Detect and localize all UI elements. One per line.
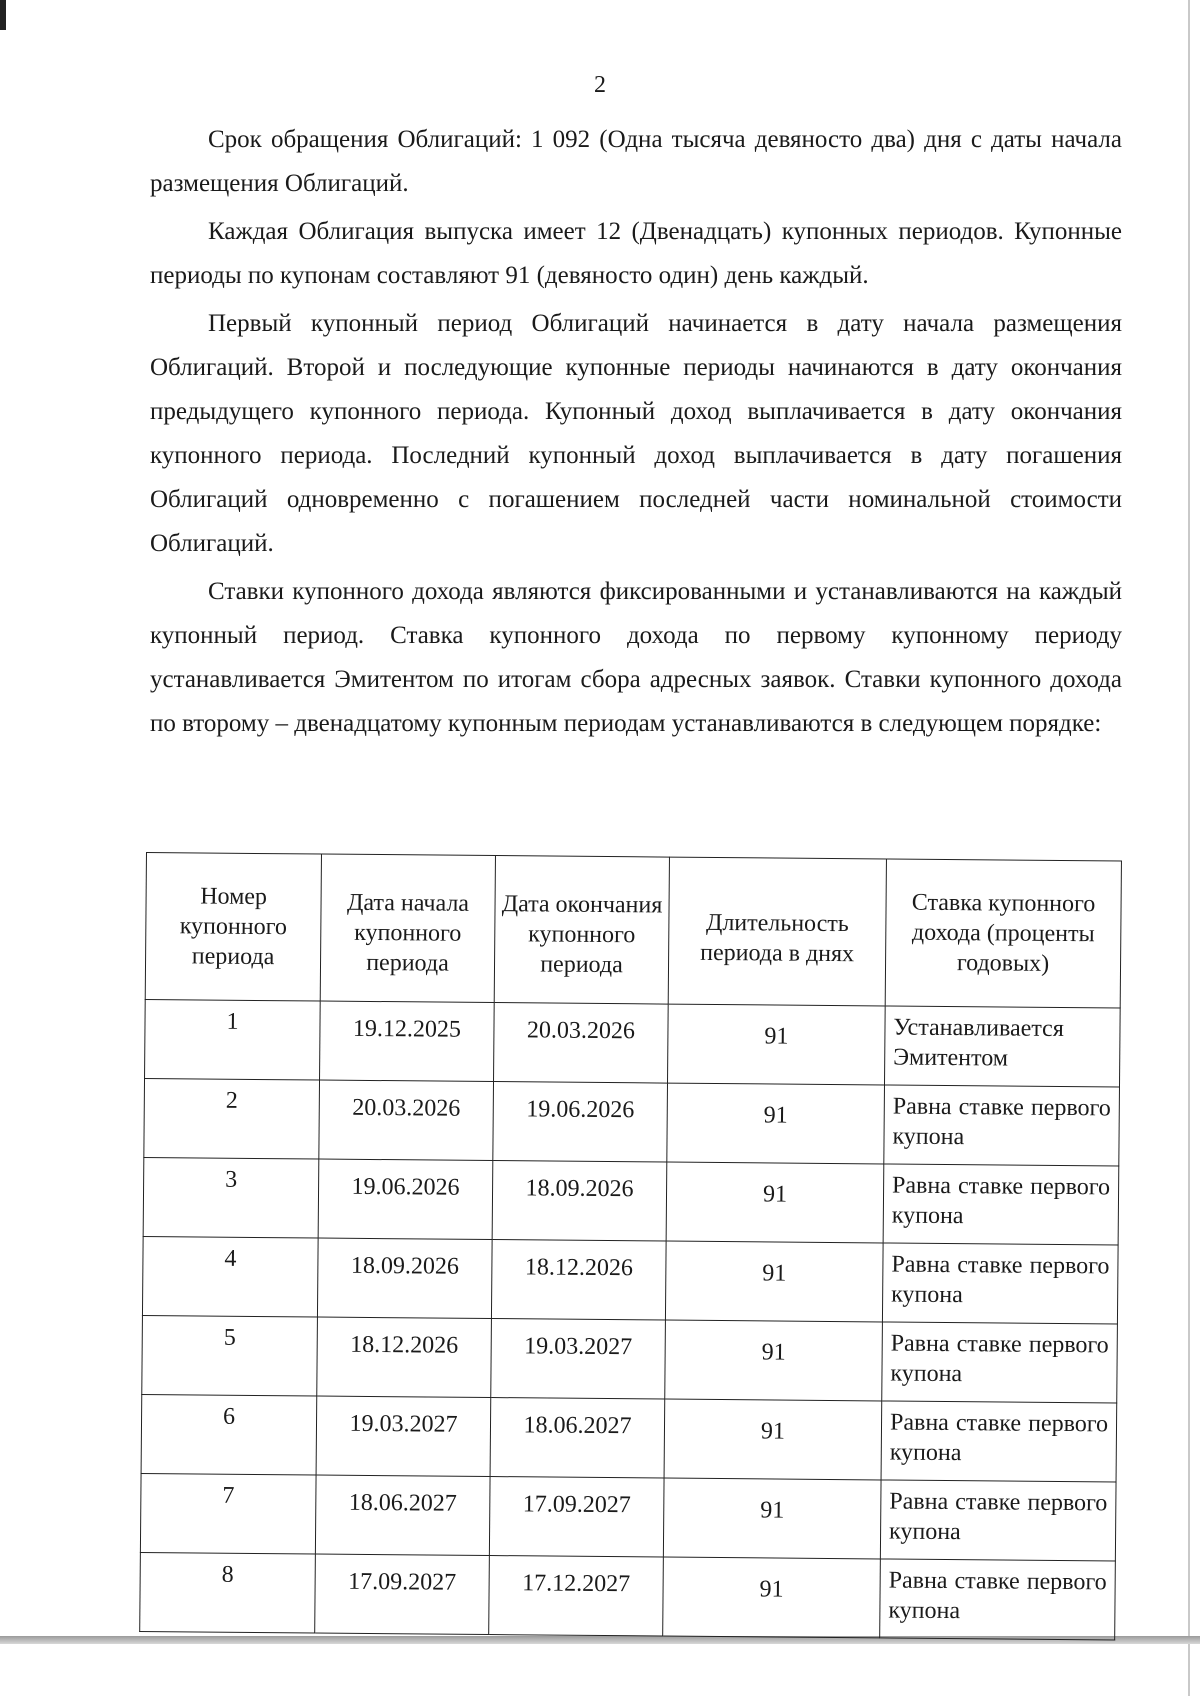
cell-coupon-rate: Равна ставке первого купона [882,1243,1118,1324]
header-coupon-rate: Ставка купонного дохода (проценты годовых) [885,859,1121,1008]
cell-start-date: 20.03.2026 [319,1080,494,1161]
cell-start-date: 18.06.2027 [315,1475,490,1556]
header-start-date: Дата начала купонного периода [320,854,495,1003]
cell-coupon-number: 5 [142,1315,318,1396]
table-row [141,1394,1117,1482]
cell-duration: 91 [663,1478,881,1559]
table-row [140,1473,1116,1561]
cell-end-date: 17.12.2027 [489,1556,664,1637]
cell-coupon-number: 8 [140,1552,316,1633]
paragraph-coupon-count: Каждая Облигация выпуска имеет 12 (Двенадцать) купонных периодов. Купонные периоды по купонам составляют 91 (девяносто один) день каждый. [150,218,1122,289]
cell-duration: 91 [666,1162,884,1243]
paragraph-coupon-periods: Первый купонный период Облигаций начинается в дату начала размещения Облигаций. Второй и последующие купонные периоды начинаются в дату окончания предыдущего купонного периода. Купонный доход выплачивается в дату окончания купонного периода. Последний купонный доход выплачивается в дату погашения Облигаций одновременно с погашением последней части номинальной стоимости Облигаций. [150,310,1122,557]
scan-edge-right [1188,0,1190,1696]
cell-coupon-number: 4 [142,1236,318,1317]
cell-start-date: 18.12.2026 [317,1317,492,1398]
cell-end-date: 18.12.2026 [491,1240,666,1321]
cell-duration: 91 [664,1399,882,1480]
cell-coupon-rate: Устанавливается Эмитентом [884,1006,1120,1087]
table-row [142,1315,1118,1403]
header-coupon-number: Номер купонного периода [145,853,321,1002]
table-header-row [145,853,1121,1009]
scan-corner-mark [0,0,6,30]
cell-start-date: 19.03.2027 [316,1396,491,1477]
cell-duration: 91 [668,1004,886,1085]
cell-coupon-rate: Равна ставке первого купона [880,1480,1116,1561]
cell-duration: 91 [665,1241,883,1322]
paragraph-coupon-rates: Ставки купонного дохода являются фиксированными и устанавливаются на каждый купонный период. Ставка купонного дохода по первому купонному периоду устанавливается Эмитентом по итогам сбора адресных заявок. Ставки купонного дохода по второму – двенадцатому купонным периодам устанавливаются в следующем порядке: [150,578,1122,737]
cell-coupon-rate: Равна ставке первого купона [881,1401,1117,1482]
cell-end-date: 18.06.2027 [490,1398,665,1479]
cell-start-date: 17.09.2027 [315,1554,490,1635]
cell-coupon-rate: Равна ставке первого купона [882,1322,1118,1403]
cell-end-date: 19.06.2026 [493,1082,668,1163]
cell-coupon-rate: Равна ставке первого купона [880,1559,1116,1640]
cell-duration: 91 [665,1320,883,1401]
cell-end-date: 17.09.2027 [489,1477,664,1558]
table-row [143,1157,1119,1245]
cell-coupon-number: 3 [143,1157,319,1238]
cell-start-date: 19.06.2026 [318,1159,493,1240]
coupon-schedule-table [139,852,1122,1640]
cell-coupon-number: 2 [144,1078,320,1159]
cell-coupon-rate: Равна ставке первого купона [883,1164,1119,1245]
cell-end-date: 18.09.2026 [492,1161,667,1242]
header-end-date: Дата окончания купонного периода [494,856,669,1005]
cell-duration: 91 [667,1083,885,1164]
cell-coupon-number: 6 [141,1394,317,1475]
table-row [144,1078,1120,1166]
table-row [145,999,1121,1087]
table-row [142,1236,1118,1324]
cell-start-date: 18.09.2026 [317,1238,492,1319]
cell-duration: 91 [663,1557,881,1638]
cell-coupon-number: 7 [140,1473,316,1554]
page-number: 2 [594,72,606,98]
cell-start-date: 19.12.2025 [320,1001,495,1082]
cell-end-date: 20.03.2026 [494,1003,669,1084]
header-duration: Длительность периода в днях [668,857,886,1006]
paragraph-term: Срок обращения Облигаций: 1 092 (Одна тысяча девяносто два) дня с даты начала размещения Облигаций. [150,126,1122,197]
document-body [150,118,1122,750]
table-row [140,1552,1116,1640]
cell-coupon-number: 1 [145,999,321,1080]
cell-coupon-rate: Равна ставке первого купона [884,1085,1120,1166]
cell-end-date: 19.03.2027 [491,1319,666,1400]
